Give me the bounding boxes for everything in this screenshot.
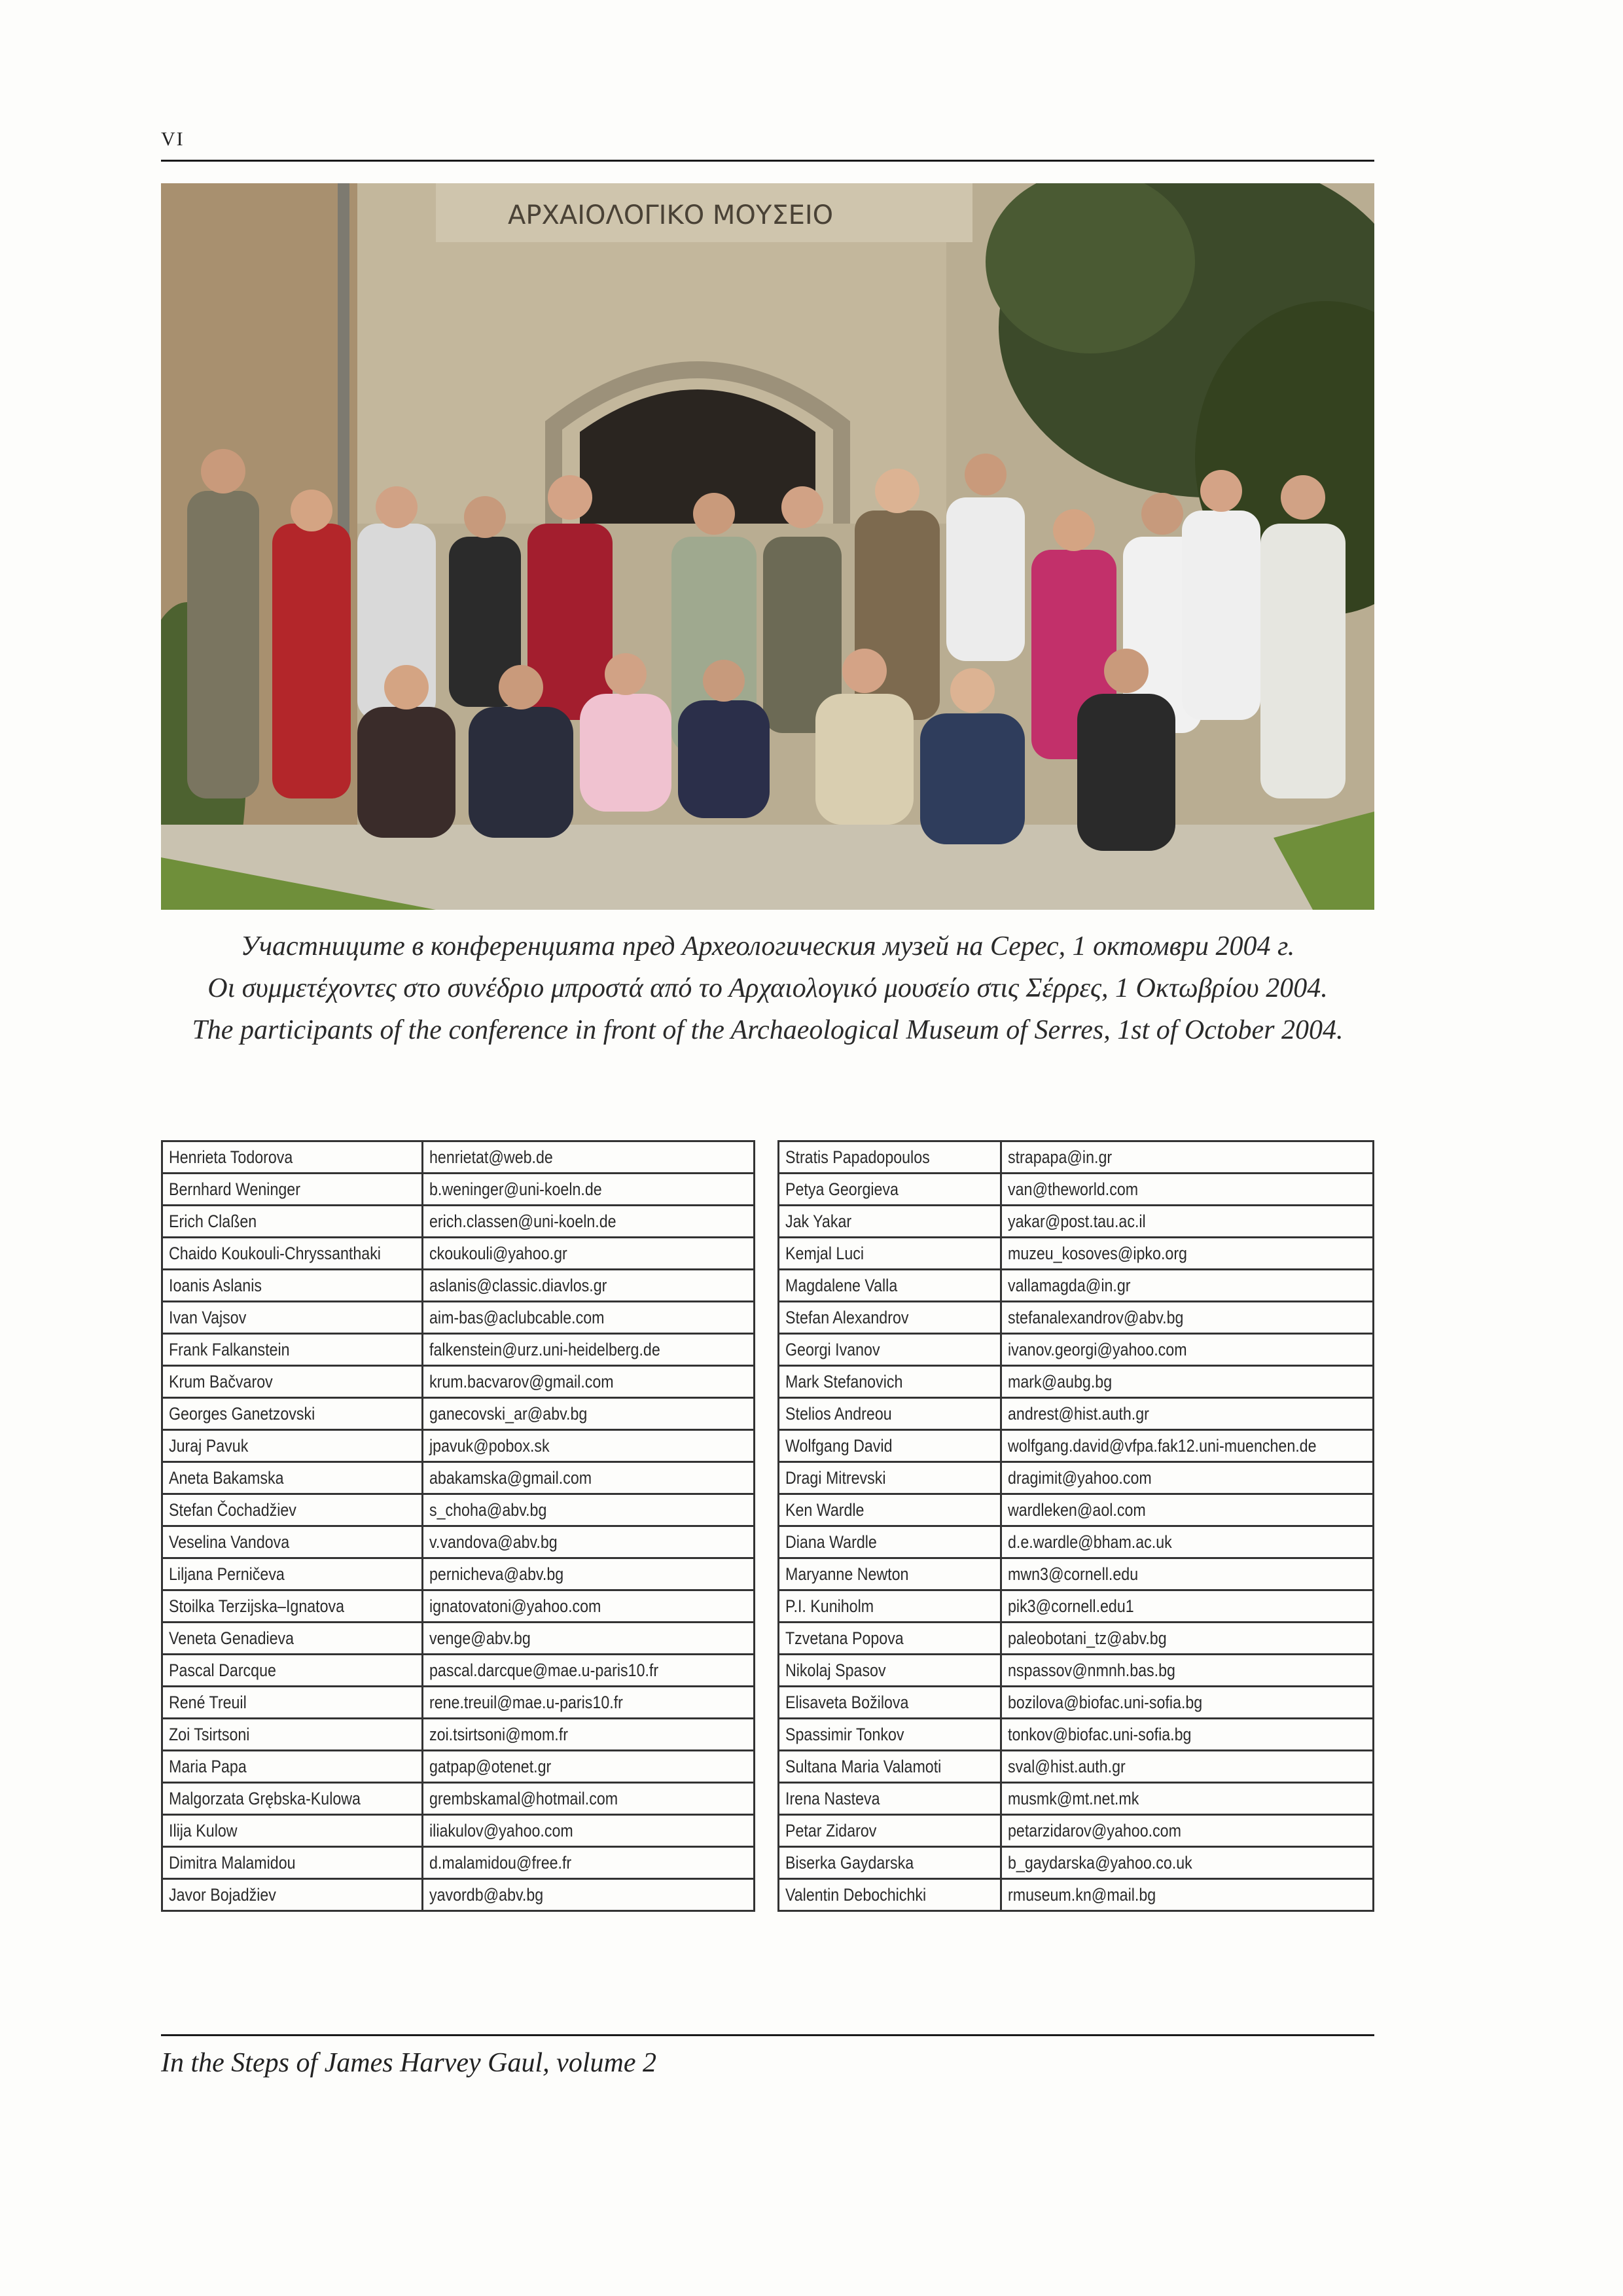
participant-name xyxy=(779,1526,1001,1558)
participant-name xyxy=(162,1334,423,1366)
participant-email xyxy=(1001,1430,1373,1462)
participant-name-text: Javor Bojadžiev xyxy=(169,1884,276,1905)
participant-name-text: Stefan Čochadžiev xyxy=(169,1499,296,1520)
table-row xyxy=(779,1174,1374,1206)
participant-name xyxy=(779,1655,1001,1687)
participant-email-text: musmk@mt.net.mk xyxy=(1007,1788,1139,1808)
participant-name-text: Elisaveta Božilova xyxy=(785,1692,909,1712)
table-row xyxy=(162,1623,755,1655)
participant-name-text: Dragi Mitrevski xyxy=(785,1467,886,1488)
participant-name xyxy=(162,1430,423,1462)
participant-name xyxy=(162,1879,423,1911)
participant-email xyxy=(422,1334,754,1366)
participant-name-text: Petar Zidarov xyxy=(785,1820,877,1840)
participant-name-text: Sultana Maria Valamoti xyxy=(785,1756,942,1776)
participant-name xyxy=(162,1270,423,1302)
table-row xyxy=(779,1847,1374,1879)
participant-email xyxy=(422,1847,754,1879)
participant-name xyxy=(779,1206,1001,1238)
participant-name-text: Zoi Tsirtsoni xyxy=(169,1724,250,1744)
participant-name-text: Veneta Genadieva xyxy=(169,1628,294,1648)
participant-name xyxy=(162,1238,423,1270)
participant-name xyxy=(162,1174,423,1206)
participant-name-text: Ilija Kulow xyxy=(169,1820,238,1840)
participant-email-text: mwn3@cornell.edu xyxy=(1007,1564,1138,1584)
table-row xyxy=(162,1462,755,1494)
participant-email-text: tonkov@biofac.uni-sofia.bg xyxy=(1007,1724,1192,1744)
participant-name xyxy=(779,1238,1001,1270)
table-row xyxy=(162,1238,755,1270)
participant-email xyxy=(1001,1206,1373,1238)
table-row xyxy=(779,1879,1374,1911)
participant-name xyxy=(162,1141,423,1174)
participant-email xyxy=(422,1655,754,1687)
participant-name xyxy=(162,1462,423,1494)
table-row xyxy=(162,1815,755,1847)
participant-name xyxy=(162,1590,423,1623)
participant-email-text: d.e.wardle@bham.ac.uk xyxy=(1007,1532,1172,1552)
participant-email xyxy=(422,1494,754,1526)
participant-email-text: nspassov@nmnh.bas.bg xyxy=(1007,1660,1175,1680)
participant-name-text: Petya Georgieva xyxy=(785,1179,899,1199)
participant-email-text: stefanalexandrov@abv.bg xyxy=(1007,1307,1184,1327)
participant-name xyxy=(779,1719,1001,1751)
participant-name xyxy=(162,1494,423,1526)
participant-name-text: Stoilka Terzijska–Ignatova xyxy=(169,1596,345,1616)
participant-email xyxy=(422,1719,754,1751)
participant-email xyxy=(1001,1462,1373,1494)
participant-name xyxy=(779,1687,1001,1719)
table-row xyxy=(779,1783,1374,1815)
participant-name-text: Stefan Alexandrov xyxy=(785,1307,909,1327)
table-row xyxy=(162,1270,755,1302)
participant-email xyxy=(1001,1879,1373,1911)
table-row xyxy=(779,1206,1374,1238)
participant-name-text: Stratis Papadopoulos xyxy=(785,1147,930,1167)
participant-name-text: Malgorzata Grębska-Kulowa xyxy=(169,1788,361,1808)
participant-name-text: Georges Ganetzovski xyxy=(169,1403,315,1424)
participant-name xyxy=(162,1783,423,1815)
participant-email-text: falkenstein@urz.uni-heidelberg.de xyxy=(429,1339,660,1359)
participant-name xyxy=(162,1558,423,1590)
participant-name xyxy=(162,1398,423,1430)
participant-name-text: Magdalene Valla xyxy=(785,1275,898,1295)
participant-name xyxy=(779,1558,1001,1590)
participant-name xyxy=(162,1526,423,1558)
table-row xyxy=(162,1590,755,1623)
participant-email xyxy=(422,1687,754,1719)
participant-email-text: aim-bas@aclubcable.com xyxy=(429,1307,605,1327)
table-row xyxy=(162,1783,755,1815)
participant-name xyxy=(779,1847,1001,1879)
participant-email-text: v.vandova@abv.bg xyxy=(429,1532,558,1552)
participant-email xyxy=(422,1590,754,1623)
participant-name-text: René Treuil xyxy=(169,1692,247,1712)
participant-name xyxy=(162,1815,423,1847)
participant-name xyxy=(162,1847,423,1879)
participant-name-text: Spassimir Tonkov xyxy=(785,1724,904,1744)
participant-name-text: Aneta Bakamska xyxy=(169,1467,284,1488)
participant-email xyxy=(422,1558,754,1590)
participant-name-text: Diana Wardle xyxy=(785,1532,877,1552)
participant-email-text: zoi.tsirtsoni@mom.fr xyxy=(429,1724,568,1744)
participant-name-text: Biserka Gaydarska xyxy=(785,1852,914,1873)
table-row xyxy=(162,1526,755,1558)
participant-email xyxy=(1001,1174,1373,1206)
table-row xyxy=(162,1847,755,1879)
participant-email-text: van@theworld.com xyxy=(1007,1179,1138,1199)
participant-email xyxy=(422,1238,754,1270)
participant-name-text: Ken Wardle xyxy=(785,1499,865,1520)
table-row xyxy=(779,1751,1374,1783)
participant-email-text: henrietat@web.de xyxy=(429,1147,553,1167)
table-row xyxy=(779,1302,1374,1334)
participant-name xyxy=(162,1687,423,1719)
participant-name-text: Veselina Vandova xyxy=(169,1532,290,1552)
group-photo xyxy=(161,183,1374,910)
participant-email-text: jpavuk@pobox.sk xyxy=(429,1435,550,1456)
participant-name-text: Frank Falkanstein xyxy=(169,1339,290,1359)
participant-email xyxy=(1001,1815,1373,1847)
participant-email-text: bozilova@biofac.uni-sofia.bg xyxy=(1007,1692,1202,1712)
participant-email-text: mark@aubg.bg xyxy=(1007,1371,1112,1391)
participant-email-text: krum.bacvarov@gmail.com xyxy=(429,1371,614,1391)
participant-name xyxy=(779,1815,1001,1847)
table-row xyxy=(779,1334,1374,1366)
table-row xyxy=(162,1430,755,1462)
participant-name xyxy=(779,1334,1001,1366)
participant-name xyxy=(779,1623,1001,1655)
participant-email xyxy=(422,1526,754,1558)
participant-name xyxy=(162,1206,423,1238)
participant-email-text: iliakulov@yahoo.com xyxy=(429,1820,573,1840)
participant-email xyxy=(1001,1494,1373,1526)
participant-name xyxy=(162,1623,423,1655)
participant-name xyxy=(779,1302,1001,1334)
participant-name xyxy=(779,1270,1001,1302)
table-row xyxy=(162,1302,755,1334)
participant-email-text: paleobotani_tz@abv.bg xyxy=(1007,1628,1167,1648)
participant-email xyxy=(422,1174,754,1206)
participant-email xyxy=(1001,1238,1373,1270)
participant-name xyxy=(779,1398,1001,1430)
participant-email xyxy=(1001,1783,1373,1815)
participant-email xyxy=(1001,1141,1373,1174)
participant-name-text: Pascal Darcque xyxy=(169,1660,276,1680)
participant-email xyxy=(422,1879,754,1911)
participant-name-text: Juraj Pavuk xyxy=(169,1435,249,1456)
caption-greek: Οι συμμετέχοντες στο συνέδριο μπροστά από το Αρχαιολογικό μουσείο στις Σέρρες, 1 Οκτωβρίου 2004. xyxy=(207,973,1328,1003)
participant-email xyxy=(1001,1751,1373,1783)
participant-email-text: pascal.darcque@mae.u-paris10.fr xyxy=(429,1660,658,1680)
participant-email-text: rene.treuil@mae.u-paris10.fr xyxy=(429,1692,623,1712)
participant-name-text: Chaido Koukouli-Chryssanthaki xyxy=(169,1243,381,1263)
participant-name-text: Bernhard Weninger xyxy=(169,1179,300,1199)
participant-name-text: P.I. Kuniholm xyxy=(785,1596,874,1616)
participant-email xyxy=(1001,1655,1373,1687)
table-row xyxy=(779,1398,1374,1430)
participant-email xyxy=(1001,1558,1373,1590)
table-row xyxy=(162,1174,755,1206)
participant-email-text: wolfgang.david@vfpa.fak12.uni-muenchen.de xyxy=(1007,1435,1317,1456)
table-row xyxy=(779,1141,1374,1174)
participant-email-text: muzeu_kosoves@ipko.org xyxy=(1007,1243,1187,1263)
participant-name-text: Georgi Ivanov xyxy=(785,1339,880,1359)
participants-table-left xyxy=(161,1140,755,1912)
participant-email xyxy=(1001,1302,1373,1334)
participant-email-text: rmuseum.kn@mail.bg xyxy=(1007,1884,1156,1905)
participant-email xyxy=(1001,1623,1373,1655)
table-row xyxy=(779,1590,1374,1623)
table-row xyxy=(162,1141,755,1174)
table-row xyxy=(779,1270,1374,1302)
table-row xyxy=(162,1558,755,1590)
table-row xyxy=(162,1366,755,1398)
photo-caption xyxy=(161,925,1374,1051)
participant-email-text: wardleken@aol.com xyxy=(1007,1499,1146,1520)
participant-email xyxy=(1001,1334,1373,1366)
table-row xyxy=(162,1719,755,1751)
participant-email-text: gatpap@otenet.gr xyxy=(429,1756,551,1776)
table-row xyxy=(779,1623,1374,1655)
participant-email-text: petarzidarov@yahoo.com xyxy=(1007,1820,1181,1840)
participant-email xyxy=(1001,1270,1373,1302)
participant-name-text: Liljana Perničeva xyxy=(169,1564,285,1584)
table-row xyxy=(779,1462,1374,1494)
participant-name xyxy=(779,1494,1001,1526)
participant-name xyxy=(162,1302,423,1334)
participant-name xyxy=(162,1655,423,1687)
participant-name-text: Ioanis Aslanis xyxy=(169,1275,262,1295)
participant-name xyxy=(779,1751,1001,1783)
participant-email-text: aslanis@classic.diavlos.gr xyxy=(429,1275,607,1295)
participant-email xyxy=(422,1141,754,1174)
participant-name xyxy=(162,1751,423,1783)
participant-name xyxy=(162,1366,423,1398)
participant-name-text: Henrieta Todorova xyxy=(169,1147,293,1167)
table-row xyxy=(779,1366,1374,1398)
participant-email-text: sval@hist.auth.gr xyxy=(1007,1756,1126,1776)
table-row xyxy=(779,1719,1374,1751)
participant-email xyxy=(1001,1590,1373,1623)
participant-email-text: pik3@cornell.edu1 xyxy=(1007,1596,1134,1616)
participant-name-text: Stelios Andreou xyxy=(785,1403,892,1424)
table-row xyxy=(162,1206,755,1238)
participant-email xyxy=(1001,1719,1373,1751)
participant-email xyxy=(422,1430,754,1462)
participant-email-text: ivanov.georgi@yahoo.com xyxy=(1007,1339,1187,1359)
table-row xyxy=(162,1494,755,1526)
participant-name xyxy=(162,1719,423,1751)
participant-name-text: Valentin Debochichki xyxy=(785,1884,927,1905)
table-row xyxy=(779,1558,1374,1590)
group-photo-illustration xyxy=(161,183,1374,910)
participant-email xyxy=(422,1270,754,1302)
participants-table-right xyxy=(777,1140,1374,1912)
participant-name xyxy=(779,1879,1001,1911)
participant-email-text: vallamagda@in.gr xyxy=(1007,1275,1131,1295)
participant-name-text: Nikolaj Spasov xyxy=(785,1660,886,1680)
participant-email xyxy=(422,1398,754,1430)
participant-email-text: ganecovski_ar@abv.bg xyxy=(429,1403,588,1424)
participant-email-text: pernicheva@abv.bg xyxy=(429,1564,563,1584)
participant-email xyxy=(1001,1526,1373,1558)
participant-email-text: yavordb@abv.bg xyxy=(429,1884,543,1905)
table-row xyxy=(779,1430,1374,1462)
participant-email-text: s_choha@abv.bg xyxy=(429,1499,547,1520)
participant-name xyxy=(779,1783,1001,1815)
table-row xyxy=(162,1655,755,1687)
table-row xyxy=(779,1526,1374,1558)
participant-name xyxy=(779,1366,1001,1398)
participant-email-text: yakar@post.tau.ac.il xyxy=(1007,1211,1146,1231)
participant-email xyxy=(1001,1687,1373,1719)
participant-email-text: andrest@hist.auth.gr xyxy=(1007,1403,1149,1424)
table-row xyxy=(162,1751,755,1783)
participant-name xyxy=(779,1430,1001,1462)
caption-english: The participants of the conference in front of the Archaeological Museum of Serres, 1st of October 2004. xyxy=(192,1015,1344,1045)
participant-email-text: erich.classen@uni-koeln.de xyxy=(429,1211,616,1231)
participant-email-text: ignatovatoni@yahoo.com xyxy=(429,1596,601,1616)
participant-email-text: abakamska@gmail.com xyxy=(429,1467,592,1488)
participant-name-text: Maria Papa xyxy=(169,1756,247,1776)
running-footer: In the Steps of James Harvey Gaul, volume 2 xyxy=(161,2048,656,2078)
participant-email-text: venge@abv.bg xyxy=(429,1628,531,1648)
participant-name-text: Ivan Vajsov xyxy=(169,1307,247,1327)
participant-name xyxy=(779,1590,1001,1623)
table-row xyxy=(779,1687,1374,1719)
participant-email xyxy=(422,1783,754,1815)
header-rule xyxy=(161,160,1374,162)
caption-bulgarian: Участниците в конференцията пред Археологическия музей на Серес, 1 октомври 2004 г. xyxy=(240,931,1295,961)
participant-name-text: Irena Nasteva xyxy=(785,1788,880,1808)
participant-email xyxy=(422,1751,754,1783)
participant-name xyxy=(779,1174,1001,1206)
participant-name-text: Wolfgang David xyxy=(785,1435,893,1456)
footer-rule xyxy=(161,2034,1374,2036)
participant-name xyxy=(779,1462,1001,1494)
participant-name-text: Maryanne Newton xyxy=(785,1564,909,1584)
museum-sign: ΑΡΧΑΙΟΛΟΓΙΚΟ ΜΟΥΣΕΙΟ xyxy=(508,200,834,230)
participant-name-text: Kemjal Luci xyxy=(785,1243,865,1263)
participant-name xyxy=(779,1141,1001,1174)
participant-name-text: Mark Stefanovich xyxy=(785,1371,903,1391)
participant-email xyxy=(422,1462,754,1494)
participant-email xyxy=(1001,1366,1373,1398)
participant-email xyxy=(422,1206,754,1238)
participant-email xyxy=(422,1366,754,1398)
participant-email xyxy=(422,1815,754,1847)
participant-email xyxy=(422,1623,754,1655)
participant-email-text: strapapa@in.gr xyxy=(1007,1147,1112,1167)
table-row xyxy=(162,1879,755,1911)
participant-email-text: grembskamal@hotmail.com xyxy=(429,1788,618,1808)
participant-email-text: b.weninger@uni-koeln.de xyxy=(429,1179,602,1199)
participant-email xyxy=(422,1302,754,1334)
participant-name-text: Tzvetana Popova xyxy=(785,1628,904,1648)
table-row xyxy=(779,1815,1374,1847)
participant-email-text: dragimit@yahoo.com xyxy=(1007,1467,1152,1488)
table-row xyxy=(162,1398,755,1430)
participant-name-text: Jak Yakar xyxy=(785,1211,852,1231)
table-row xyxy=(779,1238,1374,1270)
participant-name-text: Dimitra Malamidou xyxy=(169,1852,296,1873)
participant-email-text: b_gaydarska@yahoo.co.uk xyxy=(1007,1852,1192,1873)
table-row xyxy=(779,1655,1374,1687)
table-row xyxy=(162,1687,755,1719)
participant-email xyxy=(1001,1398,1373,1430)
participant-email-text: ckoukouli@yahoo.gr xyxy=(429,1243,567,1263)
page-number: VI xyxy=(161,128,185,150)
participant-email xyxy=(1001,1847,1373,1879)
participant-name-text: Krum Bačvarov xyxy=(169,1371,273,1391)
participant-name-text: Erich Claßen xyxy=(169,1211,257,1231)
table-row xyxy=(162,1334,755,1366)
table-row xyxy=(779,1494,1374,1526)
participant-email-text: d.malamidou@free.fr xyxy=(429,1852,571,1873)
